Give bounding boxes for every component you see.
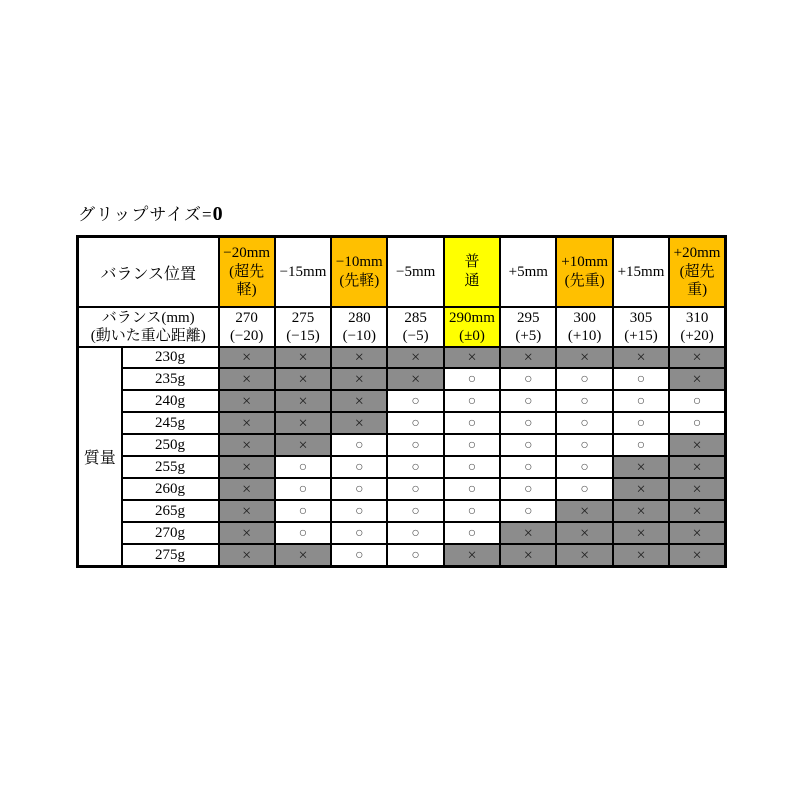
unavailable-mark-cell [444, 544, 500, 567]
available-mark-cell [669, 390, 725, 412]
available-mark-cell [331, 434, 387, 456]
unavailable-mark-cell [275, 412, 331, 434]
cross-icon: × [692, 524, 702, 542]
circle-icon: ○ [580, 438, 589, 453]
mass-label-230g: 230g [122, 347, 219, 368]
balance-cell-2: 280 (−10) [331, 307, 387, 347]
mass-label-250g: 250g [122, 434, 219, 456]
unavailable-mark-cell [331, 412, 387, 434]
cross-icon: × [580, 524, 590, 542]
unavailable-mark-cell [669, 434, 725, 456]
circle-icon: ○ [298, 460, 308, 475]
cross-icon: × [354, 414, 364, 432]
circle-icon: ○ [355, 438, 364, 453]
circle-icon: ○ [411, 394, 420, 409]
available-mark-cell [331, 544, 387, 567]
available-mark-cell [387, 456, 443, 478]
available-mark-cell [556, 456, 612, 478]
available-mark-cell [556, 478, 612, 500]
available-mark-cell [275, 500, 331, 522]
cross-icon: × [692, 546, 702, 564]
cross-icon: × [242, 480, 252, 498]
balance-value-row [78, 307, 726, 347]
mass-label-255g: 255g [122, 456, 219, 478]
position-header-row [78, 237, 726, 308]
unavailable-mark-cell [219, 434, 275, 456]
position-header-0: −20mm (超先 軽) [219, 237, 275, 308]
cross-icon: × [523, 349, 533, 366]
unavailable-mark-cell [669, 522, 725, 544]
balance-position-header: バランス位置 [78, 237, 219, 308]
mass-label-260g: 260g [122, 478, 219, 500]
position-header-6: +10mm (先重) [556, 237, 612, 308]
cross-icon: × [636, 349, 646, 366]
unavailable-mark-cell [219, 412, 275, 434]
cross-icon: × [692, 370, 702, 388]
position-header-3: −5mm [387, 237, 443, 308]
available-mark-cell [500, 500, 556, 522]
cross-icon: × [242, 546, 252, 564]
cross-icon: × [580, 502, 590, 520]
cross-icon: × [692, 458, 702, 476]
mass-label-265g: 265g [122, 500, 219, 522]
cross-icon: × [467, 546, 477, 564]
cross-icon: × [298, 414, 308, 432]
available-mark-cell [500, 456, 556, 478]
circle-icon: ○ [524, 460, 533, 475]
circle-icon: ○ [298, 526, 308, 541]
unavailable-mark-cell [275, 390, 331, 412]
circle-icon: ○ [467, 482, 477, 497]
balance-cell-5: 295 (+5) [500, 307, 556, 347]
position-header-8: +20mm (超先 重) [669, 237, 725, 308]
cross-icon: × [636, 546, 646, 564]
grip-size-label: グリップサイズ= [78, 205, 213, 224]
available-mark-cell [387, 500, 443, 522]
unavailable-mark-cell [669, 368, 725, 390]
balance-cell-0: 270 (−20) [219, 307, 275, 347]
cross-icon: × [298, 349, 308, 366]
circle-icon: ○ [524, 504, 533, 519]
balance-mm-header [78, 307, 219, 347]
circle-icon: ○ [355, 548, 364, 563]
cross-icon: × [354, 370, 364, 388]
balance-cell-4: 290mm (±0) [444, 307, 500, 347]
available-mark-cell [556, 390, 612, 412]
cross-icon: × [636, 480, 646, 498]
cross-icon: × [242, 458, 252, 476]
table-row-275g [78, 544, 726, 567]
circle-icon: ○ [580, 394, 589, 409]
balance-cell-8: 310 (+20) [669, 307, 725, 347]
circle-icon: ○ [467, 394, 477, 409]
circle-icon: ○ [692, 394, 702, 409]
balance-mm-header-line1: バランス(mm) [101, 310, 195, 326]
available-mark-cell [556, 434, 612, 456]
unavailable-mark-cell [275, 368, 331, 390]
circle-icon: ○ [467, 416, 477, 431]
balance-availability-table [76, 235, 727, 568]
table-row-260g [78, 478, 726, 500]
table-row-235g [78, 368, 726, 390]
cross-icon: × [523, 546, 533, 564]
mass-label-240g: 240g [122, 390, 219, 412]
unavailable-mark-cell [219, 500, 275, 522]
cross-icon: × [636, 524, 646, 542]
available-mark-cell [444, 500, 500, 522]
available-mark-cell [331, 478, 387, 500]
grip-size-value: 0 [212, 203, 223, 225]
circle-icon: ○ [580, 416, 589, 431]
circle-icon: ○ [636, 416, 646, 431]
available-mark-cell [331, 522, 387, 544]
circle-icon: ○ [355, 482, 364, 497]
cross-icon: × [242, 392, 252, 410]
available-mark-cell [444, 412, 500, 434]
position-header-7: +15mm [613, 237, 669, 308]
unavailable-mark-cell [556, 347, 612, 368]
circle-icon: ○ [411, 438, 420, 453]
unavailable-mark-cell [387, 368, 443, 390]
unavailable-mark-cell [613, 544, 669, 567]
unavailable-mark-cell [613, 500, 669, 522]
unavailable-mark-cell [219, 478, 275, 500]
cross-icon: × [242, 436, 252, 454]
cross-icon: × [636, 458, 646, 476]
available-mark-cell [387, 434, 443, 456]
unavailable-mark-cell [669, 347, 725, 368]
available-mark-cell [444, 390, 500, 412]
circle-icon: ○ [411, 416, 420, 431]
available-mark-cell [444, 478, 500, 500]
unavailable-mark-cell [444, 347, 500, 368]
circle-icon: ○ [355, 526, 364, 541]
available-mark-cell [500, 478, 556, 500]
unavailable-mark-cell [613, 347, 669, 368]
table-row-245g [78, 412, 726, 434]
cross-icon: × [242, 349, 252, 366]
circle-icon: ○ [411, 526, 420, 541]
cross-icon: × [692, 502, 702, 520]
available-mark-cell [613, 412, 669, 434]
unavailable-mark-cell [556, 500, 612, 522]
cross-icon: × [411, 370, 421, 388]
available-mark-cell [669, 412, 725, 434]
circle-icon: ○ [467, 460, 477, 475]
unavailable-mark-cell [275, 434, 331, 456]
available-mark-cell [500, 368, 556, 390]
unavailable-mark-cell [219, 347, 275, 368]
balance-mm-header-line2: (動いた重心距離) [90, 328, 206, 344]
available-mark-cell [500, 390, 556, 412]
available-mark-cell [275, 522, 331, 544]
position-header-1: −15mm [275, 237, 331, 308]
circle-icon: ○ [298, 482, 308, 497]
balance-cell-6: 300 (+10) [556, 307, 612, 347]
unavailable-mark-cell [500, 522, 556, 544]
cross-icon: × [523, 524, 533, 542]
mass-label-275g: 275g [122, 544, 219, 567]
unavailable-mark-cell [219, 522, 275, 544]
available-mark-cell [444, 456, 500, 478]
available-mark-cell [387, 522, 443, 544]
balance-cell-3: 285 (−5) [387, 307, 443, 347]
available-mark-cell [331, 500, 387, 522]
available-mark-cell [387, 478, 443, 500]
available-mark-cell [500, 434, 556, 456]
circle-icon: ○ [467, 438, 477, 453]
circle-icon: ○ [298, 504, 308, 519]
unavailable-mark-cell [669, 456, 725, 478]
unavailable-mark-cell [331, 347, 387, 368]
circle-icon: ○ [467, 372, 477, 387]
circle-icon: ○ [524, 482, 533, 497]
cross-icon: × [467, 349, 477, 366]
table-row-270g [78, 522, 726, 544]
circle-icon: ○ [692, 416, 702, 431]
circle-icon: ○ [411, 548, 420, 563]
circle-icon: ○ [524, 416, 533, 431]
cross-icon: × [242, 502, 252, 520]
circle-icon: ○ [411, 460, 420, 475]
cross-icon: × [242, 370, 252, 388]
unavailable-mark-cell [219, 456, 275, 478]
circle-icon: ○ [524, 394, 533, 409]
cross-icon: × [298, 370, 308, 388]
cross-icon: × [298, 436, 308, 454]
circle-icon: ○ [355, 460, 364, 475]
available-mark-cell [387, 544, 443, 567]
unavailable-mark-cell [669, 544, 725, 567]
available-mark-cell [331, 456, 387, 478]
cross-icon: × [692, 480, 702, 498]
available-mark-cell [387, 390, 443, 412]
available-mark-cell [613, 434, 669, 456]
cross-icon: × [636, 502, 646, 520]
unavailable-mark-cell [500, 347, 556, 368]
circle-icon: ○ [355, 504, 364, 519]
circle-icon: ○ [636, 372, 646, 387]
cross-icon: × [242, 524, 252, 542]
table-row-230g [78, 347, 726, 368]
circle-icon: ○ [467, 526, 477, 541]
available-mark-cell [444, 368, 500, 390]
cross-icon: × [298, 546, 308, 564]
position-header-4: 普 通 [444, 237, 500, 308]
position-header-2: −10mm (先軽) [331, 237, 387, 308]
available-mark-cell [444, 434, 500, 456]
position-header-5: +5mm [500, 237, 556, 308]
unavailable-mark-cell [500, 544, 556, 567]
balance-cell-7: 305 (+15) [613, 307, 669, 347]
cross-icon: × [298, 392, 308, 410]
available-mark-cell [613, 390, 669, 412]
cross-icon: × [580, 546, 590, 564]
unavailable-mark-cell [275, 347, 331, 368]
circle-icon: ○ [580, 482, 589, 497]
unavailable-mark-cell [556, 544, 612, 567]
circle-icon: ○ [467, 504, 477, 519]
available-mark-cell [556, 412, 612, 434]
circle-icon: ○ [524, 438, 533, 453]
table-row-265g [78, 500, 726, 522]
circle-icon: ○ [636, 438, 646, 453]
available-mark-cell [613, 368, 669, 390]
cross-icon: × [580, 349, 590, 366]
balance-cell-1: 275 (−15) [275, 307, 331, 347]
available-mark-cell [387, 412, 443, 434]
unavailable-mark-cell [219, 368, 275, 390]
page-title [78, 200, 223, 226]
available-mark-cell [556, 368, 612, 390]
mass-label-270g: 270g [122, 522, 219, 544]
unavailable-mark-cell [613, 522, 669, 544]
circle-icon: ○ [636, 394, 646, 409]
mass-label-245g: 245g [122, 412, 219, 434]
unavailable-mark-cell [219, 390, 275, 412]
unavailable-mark-cell [669, 500, 725, 522]
circle-icon: ○ [580, 372, 589, 387]
available-mark-cell [275, 456, 331, 478]
cross-icon: × [411, 349, 421, 366]
circle-icon: ○ [411, 482, 420, 497]
cross-icon: × [692, 436, 702, 454]
circle-icon: ○ [411, 504, 420, 519]
unavailable-mark-cell [275, 544, 331, 567]
available-mark-cell [500, 412, 556, 434]
unavailable-mark-cell [613, 478, 669, 500]
available-mark-cell [275, 478, 331, 500]
unavailable-mark-cell [669, 478, 725, 500]
unavailable-mark-cell [331, 390, 387, 412]
cross-icon: × [354, 392, 364, 410]
cross-icon: × [692, 349, 702, 366]
cross-icon: × [242, 414, 252, 432]
mass-label-235g: 235g [122, 368, 219, 390]
available-mark-cell [444, 522, 500, 544]
unavailable-mark-cell [331, 368, 387, 390]
table-row-240g [78, 390, 726, 412]
unavailable-mark-cell [613, 456, 669, 478]
circle-icon: ○ [580, 460, 589, 475]
unavailable-mark-cell [387, 347, 443, 368]
mass-axis-label: 質量 [78, 347, 122, 567]
circle-icon: ○ [524, 372, 533, 387]
table-row-255g [78, 456, 726, 478]
table-row-250g [78, 434, 726, 456]
unavailable-mark-cell [219, 544, 275, 567]
cross-icon: × [354, 349, 364, 366]
unavailable-mark-cell [556, 522, 612, 544]
